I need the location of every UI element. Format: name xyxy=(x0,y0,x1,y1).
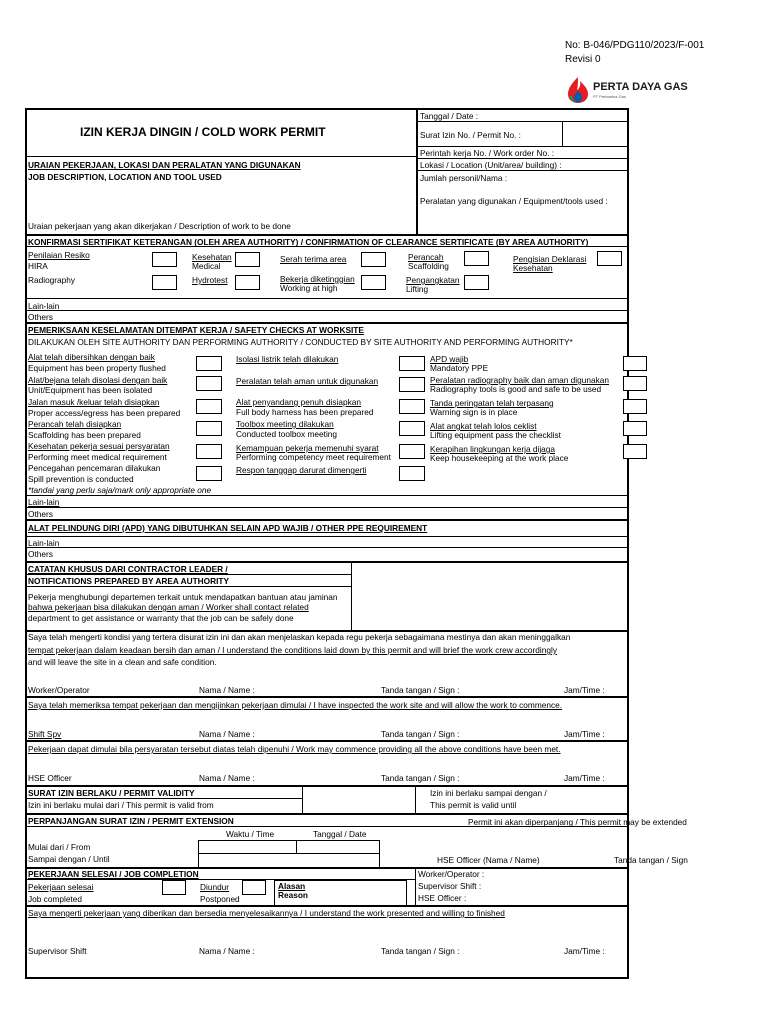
safety-subheading: DILAKUKAN OLEH SITE AUTHORITY DAN PERFORMING AUTHORITY / CONDUCTED BY SITE AUTHORITY AND PERFORMING AUTHORITY* xyxy=(28,337,573,347)
checkbox-lifting-checklist[interactable] xyxy=(623,421,647,436)
checkbox-hira[interactable] xyxy=(152,252,177,267)
worker-name-label: Nama / Name : xyxy=(199,685,255,695)
safety-right-1: APD wajib xyxy=(430,354,469,364)
checkbox-radiography[interactable] xyxy=(152,275,177,290)
notes-line-3: department to get assistance or warranty that the job can be safely done xyxy=(28,613,294,623)
validity-heading: SURAT IZIN BERLAKU / PERMIT VALIDITY xyxy=(28,788,195,798)
clearance-label-handover: Serah terima area xyxy=(280,254,347,264)
document-number: No: B-046/PDG110/2023/F-001 xyxy=(565,40,705,51)
equipment-label: Peralatan yang digunakan / Equipment/tools used : xyxy=(420,196,608,206)
job-description-heading: URAIAN PEKERJAAN, LOKASI DAN PERALATAN YANG DIGUNAKAN xyxy=(28,160,301,170)
clearance-label-scaffolding: Perancah xyxy=(408,252,444,262)
shift-name-label: Nama / Name : xyxy=(199,729,255,739)
job-description-note: Uraian pekerjaan yang akan dikerjakan / Description of work to be done xyxy=(28,221,291,231)
safety-left-4: Perancah telah disiapkan xyxy=(28,419,122,429)
extension-until-label: Sampai dengan / Until xyxy=(28,854,110,864)
clearance-label-height: Bekerja diketinggian xyxy=(280,274,355,284)
safety-right-5: Kerapihan lingkungan kerja dijaga xyxy=(430,444,556,454)
clearance-label-hira: Penilaian Resiko xyxy=(28,250,90,260)
extension-note: Permit ini akan diperpanjang / This permit may be extended xyxy=(468,817,687,827)
completion-done-label: Pekerjaan selesai xyxy=(28,882,94,892)
ppe-others-en: Others xyxy=(28,549,53,559)
safety-mid-1: Isolasi listrik telah dilakukan xyxy=(236,354,339,364)
checkbox-mandatory-ppe[interactable] xyxy=(623,356,647,371)
checkbox-isolated[interactable] xyxy=(196,376,222,391)
checkbox-scaffolding[interactable] xyxy=(464,251,489,266)
safety-mid-2: Peralatan telah aman untuk digunakan xyxy=(236,376,379,386)
checkbox-spill[interactable] xyxy=(196,466,222,481)
worker-role-label: Worker/Operator xyxy=(28,685,90,695)
safety-others-en: Others xyxy=(28,509,53,519)
notes-heading: CATATAN KHUSUS DARI CONTRACTOR LEADER / xyxy=(28,564,228,574)
worker-statement-1: Saya telah mengerti kondisi yang tertera disurat izin ini dan akan menjelaskan kepada regu pekerja sebagaimana mestinya dan akan meninggalkan xyxy=(28,632,571,642)
completion-worker-label: Worker/Operator : xyxy=(418,869,485,879)
hse-name-label: Nama / Name : xyxy=(199,773,255,783)
worker-statement-3: and will leave the site in a clean and safe condition. xyxy=(28,657,217,667)
clearance-label-medical-en: Medical xyxy=(192,261,221,271)
checkbox-toolbox[interactable] xyxy=(399,421,425,436)
checkbox-height[interactable] xyxy=(361,275,386,290)
logo-wordmark: PERTA DAYA GAS xyxy=(593,81,688,93)
checkbox-job-completed[interactable] xyxy=(162,880,186,895)
hse-officer-label: HSE Officer xyxy=(28,773,72,783)
completion-hse-label: HSE Officer : xyxy=(418,893,467,903)
safety-right-3-en: Warning sign is in place xyxy=(430,407,518,417)
checkbox-radiography-tools[interactable] xyxy=(623,376,647,391)
checkbox-harness[interactable] xyxy=(399,399,425,414)
validity-until-en: This permit is valid until xyxy=(430,800,517,810)
job-description-subheading: JOB DESCRIPTION, LOCATION AND TOOL USED xyxy=(28,172,222,182)
checkbox-handover[interactable] xyxy=(361,252,386,267)
clearance-label-hira-en: HIRA xyxy=(28,261,48,271)
clearance-label-declaration-2: Kesehatan xyxy=(513,263,553,273)
clearance-label-radiography: Radiography xyxy=(28,275,76,285)
revision-number: Revisi 0 xyxy=(565,54,601,65)
extension-hse-name-label: HSE Officer (Nama / Name) xyxy=(437,855,540,865)
safety-mid-3-en: Full body harness has been prepared xyxy=(236,407,374,417)
safety-mid-5: Kemampuan pekerja memenuhi syarat xyxy=(236,443,379,453)
worker-time-label: Jam/Time : xyxy=(564,685,605,695)
checkbox-competency[interactable] xyxy=(399,444,425,459)
clearance-label-height-en: Working at high xyxy=(280,283,338,293)
clearance-heading: KONFIRMASI SERTIFIKAT KETERANGAN (OLEH AREA AUTHORITY) / CONFIRMATION OF CLEARANCE SERTIFICATE (BY AREA AUTHORITY) xyxy=(28,237,589,247)
company-logo xyxy=(566,76,706,104)
notes-line-2: bahwa pekerjaan bisa dilakukan dengan aman / Worker shall contact related xyxy=(28,602,309,612)
clearance-others-en: Others xyxy=(28,312,53,322)
safety-mid-3: Alat penyandang penuh disiapkan xyxy=(236,397,362,407)
safety-left-5-en: Performing meet medical requirement xyxy=(28,452,167,462)
clearance-others-label: Lain-lain xyxy=(28,301,60,311)
completion-reason-en: Reason xyxy=(278,890,308,900)
safety-left-3-en: Proper access/egress has been prepared xyxy=(28,408,181,418)
personnel-label: Jumlah personil/Nama : xyxy=(420,173,508,183)
validity-from-label: Izin ini berlaku mulai dari / This permit is valid from xyxy=(28,800,214,810)
safety-left-1-en: Equipment has been property flushed xyxy=(28,363,166,373)
shift-time-label: Jam/Time : xyxy=(564,729,605,739)
clearance-label-lifting-en: Lifting xyxy=(406,284,429,294)
checkbox-emergency[interactable] xyxy=(399,466,425,481)
hse-statement: Pekerjaan dapat dimulai bila persyaratan tersebut diatas telah dipenuhi / Work may commence providing all the above conditions have been met. xyxy=(28,744,561,754)
checkbox-hydrotest[interactable] xyxy=(235,275,260,290)
safety-footnote: *tandai yang perlu saja/mark only appropriate one xyxy=(28,485,212,495)
completion-done-en: Job completed xyxy=(28,894,82,904)
clearance-label-scaffolding-en: Scaffolding xyxy=(408,261,449,271)
checkbox-flushed[interactable] xyxy=(196,356,222,371)
safety-left-4-en: Scaffolding has been prepared xyxy=(28,430,141,440)
clearance-label-hydrotest: Hydrotest xyxy=(192,275,228,285)
safety-right-5-en: Keep housekeeping at the work place xyxy=(430,453,569,463)
permit-no-label: Surat Izin No. / Permit No. : xyxy=(420,130,521,140)
safety-left-2: Alat/bejana telah disolasi dengan baik xyxy=(28,375,168,385)
logo-subtext: PT Pertamina Gas xyxy=(593,94,626,99)
flame-icon xyxy=(566,76,590,104)
worker-statement-2: tempat pekerjaan dalam keadaan bersih dan aman / I understand the conditions laid down by this permit and will brief the work crew accordingly xyxy=(28,645,557,655)
spv-statement: Saya telah memeriksa tempat pekerjaan dan mengijinkan pekerjaan dimulai / I have inspected the work site and will allow the work to commence. xyxy=(28,700,563,710)
checkbox-electrical[interactable] xyxy=(399,356,425,371)
safety-right-3: Tanda peringatan telah terpasang xyxy=(430,398,554,408)
notes-line-1: Pekerja menghubungi departemen terkait untuk mendapatkan bantuan atau jaminan xyxy=(28,592,338,602)
hse-sign-label: Tanda tangan / Sign : xyxy=(381,773,460,783)
checkbox-warning-sign[interactable] xyxy=(623,399,647,414)
clearance-label-medical: Kesehatan xyxy=(192,252,232,262)
safety-mid-4-en: Conducted toolbox meeting xyxy=(236,429,338,439)
safety-right-2-en: Radiography tools is good and safe to be used xyxy=(430,384,602,394)
work-order-label: Perintah kerja No. / Work order No. : xyxy=(420,148,555,158)
safety-left-2-en: Unit/Equipment has been isolated xyxy=(28,385,153,395)
shift-spv-label: Shift Spv xyxy=(28,729,62,739)
completion-reason-label: Alasan xyxy=(278,881,306,891)
safety-heading: PEMERIKSAAN KESELAMATAN DITEMPAT KERJA / SAFETY CHECKS AT WORKSITE xyxy=(28,325,364,335)
safety-mid-5-en: Performing competency meet requirement xyxy=(236,452,391,462)
completion-heading: PEKERJAAN SELESAI / JOB COMPLETION xyxy=(28,869,199,879)
checkbox-postponed[interactable] xyxy=(242,880,266,895)
supervisor-shift-label: Supervisor Shift xyxy=(28,946,87,956)
extension-date-header: Tanggal / Date xyxy=(313,829,367,839)
clearance-label-lifting: Pengangkatan xyxy=(406,275,460,285)
checkbox-equipment-safe[interactable] xyxy=(399,377,425,392)
checkbox-housekeeping[interactable] xyxy=(623,444,647,459)
location-label: Lokasi / Location (Unit/area/ building) : xyxy=(420,160,562,170)
validity-until-label: Izin ini berlaku sampai dengan / xyxy=(430,788,547,798)
safety-right-4: Alat angkat telah lolos ceklist xyxy=(430,421,537,431)
extension-from-label: Mulai dari / From xyxy=(28,842,91,852)
notes-heading-en: NOTIFICATIONS PREPARED BY AREA AUTHORITY xyxy=(28,576,229,586)
supervisor-sign-label: Tanda tangan / Sign : xyxy=(381,946,460,956)
checkbox-declaration[interactable] xyxy=(597,251,622,266)
safety-left-1: Alat telah dibersihkan dengan baik xyxy=(28,352,155,362)
page-title: IZIN KERJA DINGIN / COLD WORK PERMIT xyxy=(80,125,326,139)
safety-others-label: Lain-lain xyxy=(28,497,60,507)
extension-until-field[interactable] xyxy=(198,853,380,868)
safety-mid-6: Respon tanggap darurat dimengerti xyxy=(236,465,367,475)
safety-right-2: Peralatan radiography baik dan aman digunakan xyxy=(430,375,609,385)
supervisor-time-label: Jam/Time : xyxy=(564,946,605,956)
hse-time-label: Jam/Time : xyxy=(564,773,605,783)
ppe-others-label: Lain-lain xyxy=(28,538,60,548)
shift-sign-label: Tanda tangan / Sign : xyxy=(381,729,460,739)
checkbox-medical-req[interactable] xyxy=(196,444,222,459)
date-label: Tanggal / Date : xyxy=(420,111,479,121)
completion-postponed-en: Postponed xyxy=(200,894,240,904)
safety-left-6: Pencegahan pencemaran dilakukan xyxy=(28,463,161,473)
safety-mid-4: Toolbox meeting dilakukan xyxy=(236,419,334,429)
safety-left-3: Jalan masuk /keluar telah disiapkan xyxy=(28,397,160,407)
completion-postponed-label: Diundur xyxy=(200,882,230,892)
supervisor-name-label: Nama / Name : xyxy=(199,946,255,956)
safety-left-6-en: Spill prevention is conducted xyxy=(28,474,134,484)
final-statement: Saya mengerti pekerjaan yang diberikan dan bersedia menyelesaikannya / I understand the work presented and willing to finished xyxy=(28,908,505,918)
extension-time-header: Waktu / Time xyxy=(226,829,275,839)
checkbox-lifting[interactable] xyxy=(464,275,489,290)
ppe-heading: ALAT PELINDUNG DIRI (APD) YANG DIBUTUHKAN SELAIN APD WAJIB / OTHER PPE REQUIREMENT xyxy=(28,523,428,533)
extension-sign-label: Tanda tangan / Sign xyxy=(614,855,688,865)
worker-sign-label: Tanda tangan / Sign : xyxy=(381,685,460,695)
safety-left-5: Kesehatan pekerja sesuai persyaratan xyxy=(28,441,170,451)
safety-right-1-en: Mandatory PPE xyxy=(430,363,489,373)
checkbox-access[interactable] xyxy=(196,399,222,414)
completion-supervisor-label: Supervisor Shift : xyxy=(418,881,482,891)
extension-heading: PERPANJANGAN SURAT IZIN / PERMIT EXTENSION xyxy=(28,816,234,826)
checkbox-scaffold-ready[interactable] xyxy=(196,421,222,436)
clearance-label-declaration: Pengisian Deklarasi xyxy=(513,254,587,264)
safety-right-4-en: Lifting equipment pass the checklist xyxy=(430,430,561,440)
checkbox-medical[interactable] xyxy=(235,252,260,267)
